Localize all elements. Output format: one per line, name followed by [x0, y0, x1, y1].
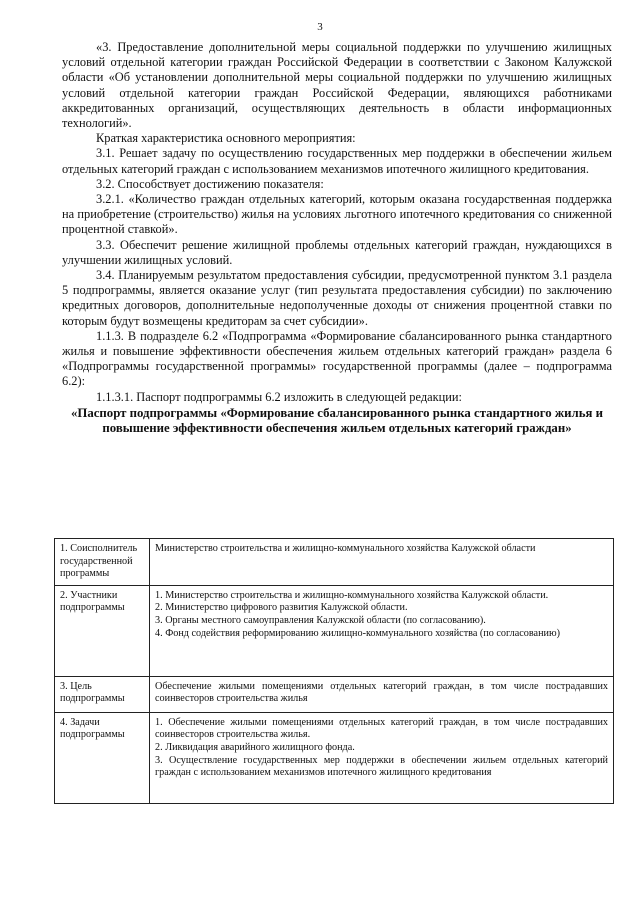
paragraph: 3.2. Способствует достижению показателя: — [96, 176, 324, 191]
content-line: 1. Обеспечение жилыми помещениями отдельных категорий граждан, в том числе пострадавших соинвесторов строительства жилья. — [155, 716, 608, 741]
paragraph: 3.3. Обеспечит решение жилищной проблемы отдельных категорий граждан, нуждающихся в улучшении жилищных условий. — [62, 237, 612, 267]
content-line: 2. Ликвидация аварийного жилищного фонда. — [155, 741, 355, 753]
row-label: 3. Цель подпрограммы — [55, 676, 150, 712]
table-row — [55, 712, 614, 803]
passport-heading: «Паспорт подпрограммы «Формирование сбалансированного рынка стандартного жилья и повышение эффективности обеспечения жильем отдельных категорий граждан» — [71, 405, 603, 436]
row-content — [150, 539, 614, 586]
row-label: 4. Задачи подпрограммы — [55, 712, 150, 803]
passport-table — [54, 538, 614, 804]
row-content — [150, 676, 614, 712]
paragraph: 3.2.1. «Количество граждан отдельных категорий, которым оказана государственная поддержка на приобретение (строительство) жилья на условиях льготного ипотечного кредитования со сниженной процентной ставкой». — [62, 192, 612, 237]
content-line: Министерство строительства и жилищно-коммунального хозяйства Калужской области — [155, 543, 536, 554]
paragraph: 3.4. Планируемым результатом предоставления субсидии, предусмотренной пунктом 3.1 раздела 5 подпрограммы, является оказание услуг (тип результата предоставления субсидии) по заключению кредитных договоров, дополнительные недополученные доходы от снижения процентной ставки по которым будут возмещены кредиторам за счет субсидии». — [62, 268, 612, 328]
content-line: 3. Осуществление государственных мер поддержки в обеспечении жильем отдельных категорий граждан с использованием механизмов ипотечного жилищного кредитования — [155, 754, 608, 779]
paragraph: 1.1.3. В подразделе 6.2 «Подпрограмма «Формирование сбалансированного рынка стандартного жилья и повышение эффективности обеспечения жильем отдельных категорий граждан» раздела 6 «Подпрограммы государственной программы» государственной программы (далее – подпрограмма 6.2): — [62, 328, 612, 389]
paragraph: «3. Предоставление дополнительной меры социальной поддержки по улучшению жилищных условий отдельной категории граждан Российской Федерации в соответствии с Законом Калужской области «Об установлении дополнительной меры социальной поддержки по улучшению жилищных условий отдельной категории граждан Российской Федерации, являющихся работниками аккредитованных организаций, осуществляющих деятельность в области информационных технологий». — [62, 40, 612, 131]
content-line: 1. Министерство строительства и жилищно-коммунального хозяйства Калужской области. — [155, 589, 549, 601]
row-content — [150, 585, 614, 676]
table-row — [55, 585, 614, 676]
content-line: Обеспечение жилыми помещениями отдельных категорий граждан, в том числе пострадавших соинвесторов строительства жилья — [155, 680, 608, 705]
row-content — [150, 712, 614, 803]
body-text — [62, 40, 612, 437]
paragraph: 3.1. Решает задачу по осуществлению государственных мер поддержки в обеспечении жильем отдельных категорий граждан с использованием механизмов ипотечного жилищного кредитования. — [62, 146, 612, 176]
table-row — [55, 539, 614, 586]
content-line: 4. Фонд содействия реформированию жилищно-коммунального хозяйства (по согласованию) — [155, 627, 560, 639]
row-label: 2. Участники подпрограммы — [55, 585, 150, 676]
content-line: 3. Органы местного самоуправления Калужской области (по согласованию). — [155, 614, 486, 626]
paragraph: 1.1.3.1. Паспорт подпрограммы 6.2 изложить в следующей редакции: — [96, 389, 462, 404]
page-number: 3 — [317, 21, 323, 33]
table-row — [55, 676, 614, 712]
row-label: 1. Соисполнитель государственной программы — [55, 539, 150, 586]
paragraph: Краткая характеристика основного мероприятия: — [96, 131, 356, 146]
content-line: 2. Министерство цифрового развития Калужской области. — [155, 602, 408, 614]
